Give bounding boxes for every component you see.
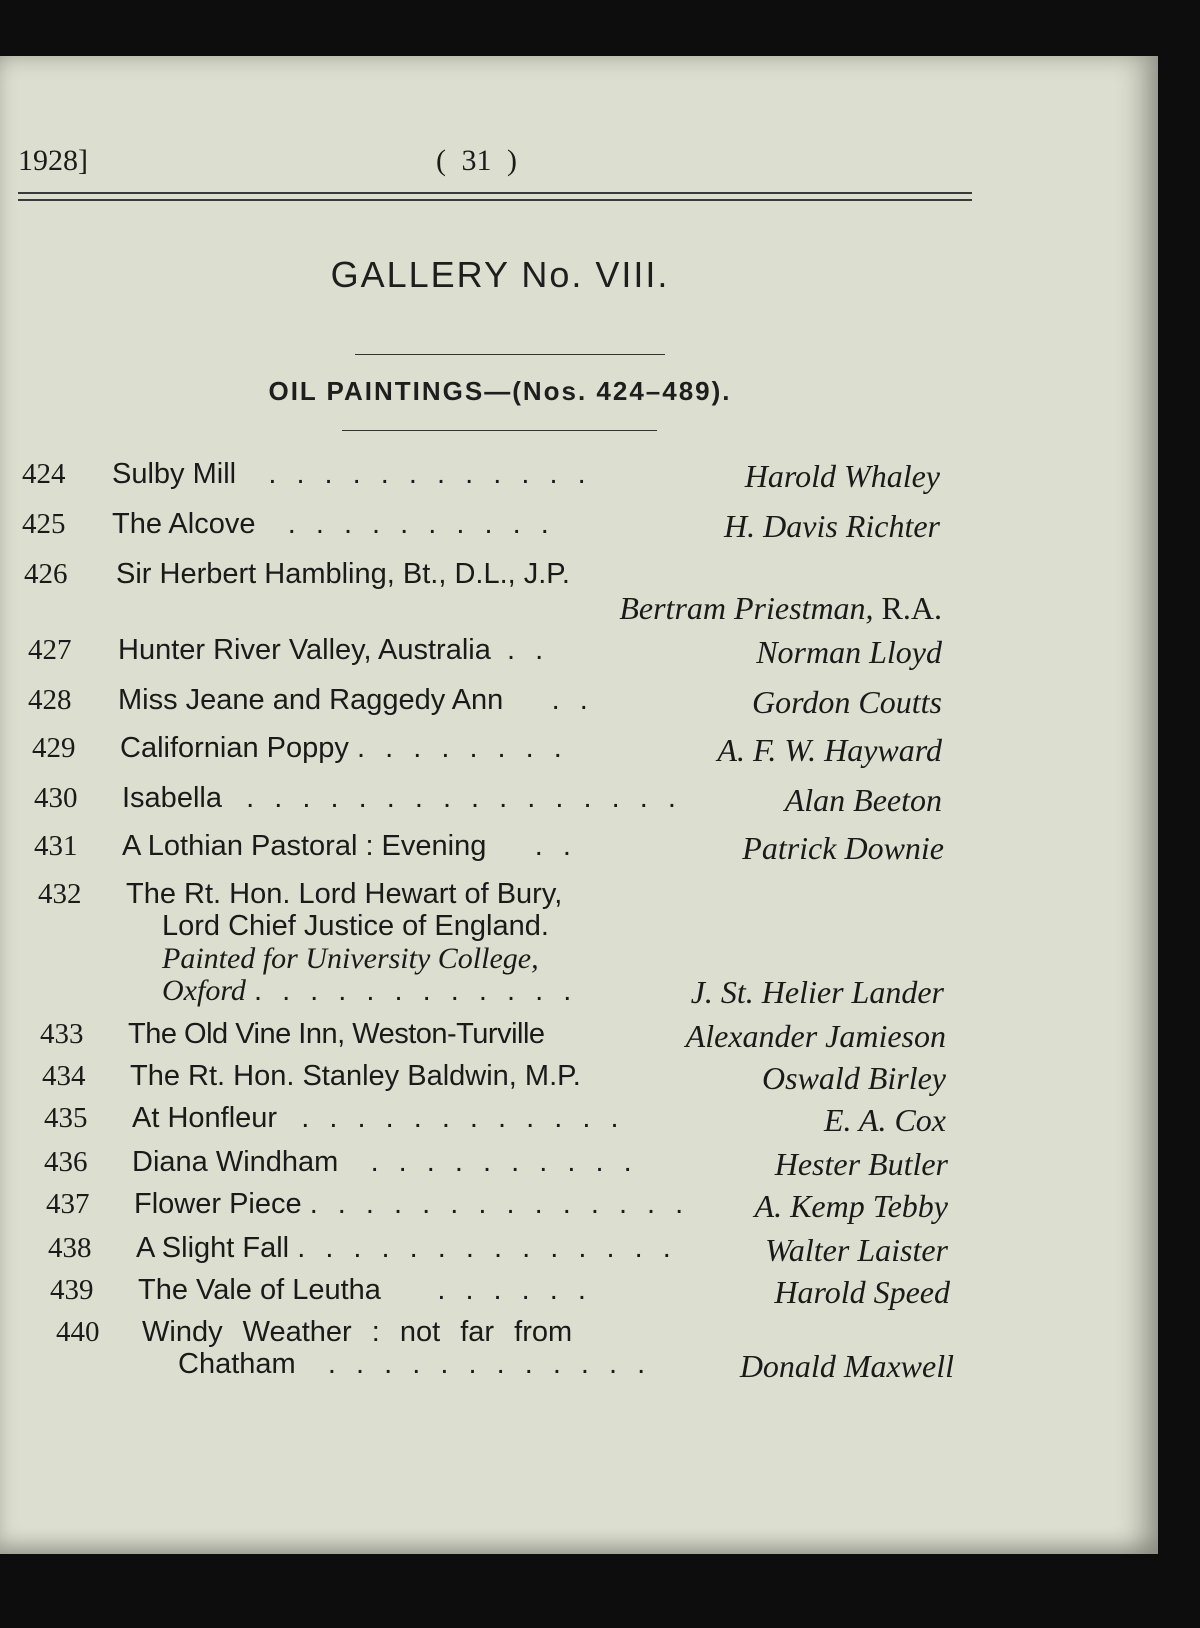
entry-artist: Donald Maxwell — [739, 1348, 954, 1384]
entry-title-line-1: The Rt. Hon. Lord Hewart of Bury, — [126, 878, 563, 910]
catalogue-page — [0, 56, 1158, 1554]
entry-artist: E. A. Cox — [823, 1102, 946, 1138]
entry-note-line-2 — [162, 974, 577, 1008]
entry-artist: Harold Speed — [774, 1274, 950, 1310]
entry-title-line-1: Windy Weather : not far from — [142, 1316, 573, 1348]
entry-artist: A. F. W. Hayward — [717, 732, 942, 768]
entry-title-text: Sulby Mill — [112, 458, 237, 490]
dot-leader: . . . . . . — [437, 1274, 592, 1306]
entry-note-line-1: Painted for University College, — [162, 942, 539, 975]
entry-artist-suffix: R.A. — [873, 590, 942, 626]
dot-leader: . . . . . . . . . . . . . . — [309, 1188, 690, 1220]
header-year: 1928] — [18, 144, 88, 177]
title-rule-bottom — [342, 430, 657, 431]
entry-number: 433 — [40, 1018, 84, 1050]
entry-artist: Hester Butler — [774, 1146, 948, 1182]
entry-number: 428 — [28, 684, 72, 716]
dot-leader: . . . . . . . . — [356, 732, 568, 764]
dot-leader: . . . . . . . . . . . . . . . . — [246, 782, 682, 814]
entry-artist: H. Davis Richter — [724, 508, 940, 544]
entry-title — [136, 1232, 677, 1265]
dot-leader: . . . . . . . . . . — [370, 1146, 638, 1178]
entry-number: 434 — [42, 1060, 86, 1092]
entry-title-text: Diana Windham — [132, 1146, 339, 1178]
dot-leader: . . . . . . . . . . . . — [253, 975, 578, 1007]
entry-title-text: Flower Piece — [134, 1188, 302, 1220]
entry-title-text: Hunter River Valley, Australia — [118, 634, 491, 666]
entry-number: 440 — [56, 1316, 100, 1348]
entry-title-text: Californian Poppy — [120, 732, 349, 764]
entry-number: 438 — [48, 1232, 92, 1264]
dot-leader: . . . . . . . . . . — [287, 508, 555, 540]
entry-title-line-2: Lord Chief Justice of England. — [162, 910, 549, 942]
entry-title-text: At Honfleur — [132, 1102, 278, 1134]
entry-number: 430 — [34, 782, 78, 814]
entry-artist: Harold Whaley — [744, 458, 940, 494]
entry-number: 427 — [28, 634, 72, 666]
entry-title — [118, 684, 594, 717]
entry-artist: Norman Lloyd — [756, 634, 942, 670]
entry-number: 436 — [44, 1146, 88, 1178]
dot-leader: . . — [551, 684, 594, 716]
entry-title-text: The Vale of Leutha — [138, 1274, 381, 1306]
dot-leader: . . . . . . . . . . . . — [268, 458, 592, 490]
dot-leader: . . . . . . . . . . . . — [327, 1348, 652, 1380]
entry-title — [134, 1188, 689, 1221]
entry-artist: A. Kemp Tebby — [754, 1188, 948, 1224]
entry-artist-name: Bertram Priestman, — [619, 590, 874, 626]
gallery-title: GALLERY No. VIII. — [330, 254, 670, 295]
dot-leader: . . . . . . . . . . . . — [301, 1102, 625, 1134]
entry-title — [132, 1102, 625, 1135]
entry-title — [112, 508, 555, 541]
entry-title — [118, 634, 549, 667]
entry-title-text: Isabella — [122, 782, 222, 814]
entry-title-text: A Lothian Pastoral : Evening — [122, 830, 487, 862]
entry-artist: Gordon Coutts — [752, 684, 942, 720]
page-number: ( 31 ) — [436, 144, 517, 177]
entry-title — [120, 732, 568, 765]
entry-number: 429 — [32, 732, 76, 764]
entry-title-text: Chatham — [178, 1348, 296, 1380]
entry-note-text: Oxford — [162, 974, 246, 1007]
entry-title-line-2 — [178, 1348, 651, 1381]
entry-number: 431 — [34, 830, 78, 862]
header-rule — [18, 192, 972, 201]
entry-artist: Walter Laister — [765, 1232, 948, 1268]
entry-artist: Alan Beeton — [784, 782, 942, 818]
dot-leader: . . — [534, 830, 577, 862]
entry-artist: Oswald Birley — [762, 1060, 946, 1096]
entry-title-text: Miss Jeane and Raggedy Ann — [118, 684, 504, 716]
entry-number: 425 — [22, 508, 66, 540]
entry-title: The Rt. Hon. Stanley Baldwin, M.P. — [130, 1060, 581, 1092]
entry-number: 432 — [38, 878, 82, 910]
entry-title-text: The Alcove — [112, 508, 256, 540]
entry-title: The Old Vine Inn, Weston-Turville — [128, 1018, 545, 1050]
entry-title — [122, 830, 577, 863]
entry-title: Sir Herbert Hambling, Bt., D.L., J.P. — [116, 558, 570, 590]
entry-artist: Alexander Jamieson — [685, 1018, 946, 1054]
entry-title — [138, 1274, 592, 1307]
entry-number: 426 — [24, 558, 68, 590]
entry-artist — [619, 590, 942, 627]
entry-title — [132, 1146, 638, 1179]
entry-number: 424 — [22, 458, 66, 490]
entry-number: 435 — [44, 1102, 88, 1134]
entry-number: 439 — [50, 1274, 94, 1306]
entry-title — [122, 782, 682, 815]
entry-title — [112, 458, 592, 491]
dot-leader: . . . . . . . . . . . . . . — [297, 1232, 677, 1264]
entry-number: 437 — [46, 1188, 90, 1220]
entry-artist: J. St. Helier Lander — [690, 974, 944, 1010]
title-rule-top — [355, 354, 665, 355]
entry-artist: Patrick Downie — [742, 830, 944, 866]
section-title: OIL PAINTINGS—(Nos. 424–489). — [268, 376, 732, 406]
entry-title-text: A Slight Fall — [136, 1232, 290, 1264]
dot-leader: . . — [506, 634, 550, 666]
